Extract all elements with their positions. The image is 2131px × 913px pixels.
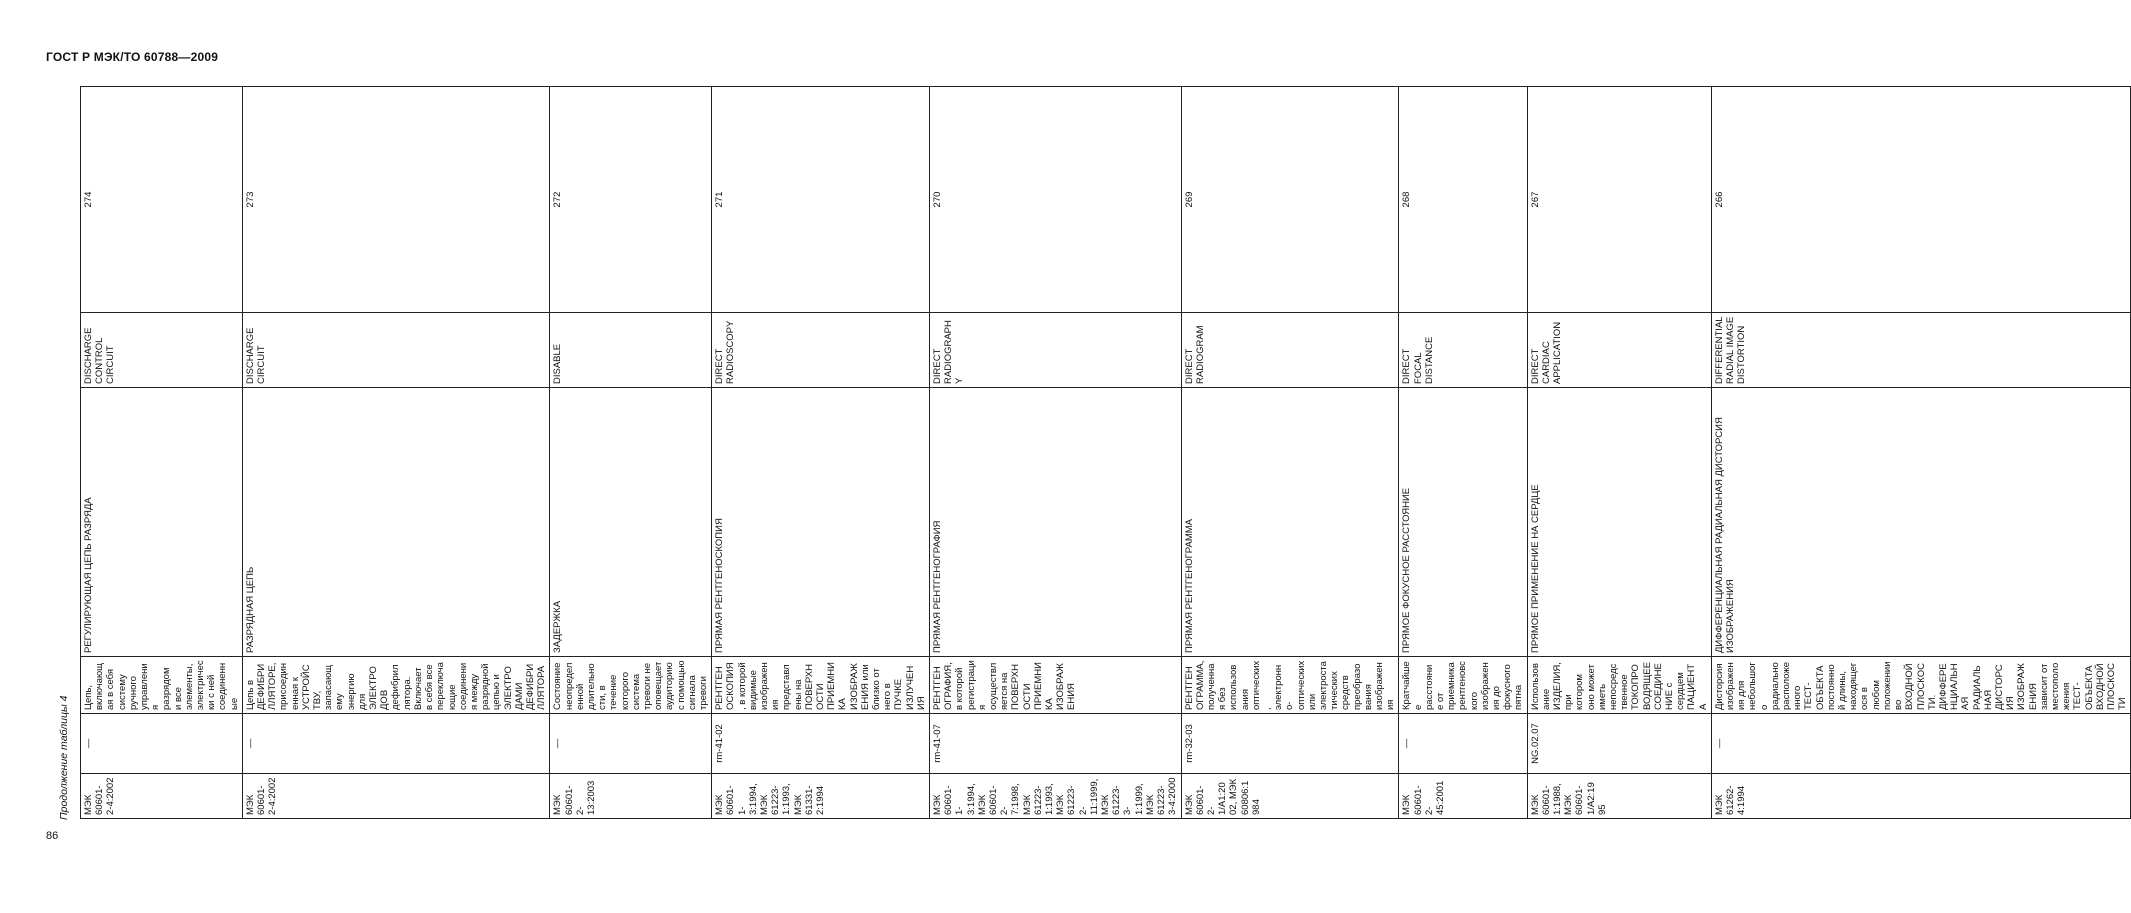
number-cell: 268 [1399,87,1527,313]
definition-cell: Использование ИЗДЕЛИЯ, при котором оно может иметь непосредственное ТОКОПРОВОДЯЩЕЕ СОЕДИНЕНИЕ с сердцем ПАЦИЕНТА [1527,657,1711,714]
document-header: ГОСТ Р МЭК/ТО 60788—2009 [46,50,219,64]
reference-cell: МЭК 60601-1-3:1994, МЭК 60601-2-7:1998, МЭК 61223-1:1993, МЭК 61223-2-11:1999, МЭК 61223-3-1:1999, МЭК 61223-3-4:2000 [930,774,1181,819]
terms-table [80,86,2131,819]
definition-cell: Цепь, включающая в себя систему ручного управления разрядом и все элементы, электрически с ней соединенные [81,657,243,714]
russian-term-cell: ПРЯМАЯ РЕНТГЕНОГРАММА [1181,388,1399,657]
number-cell: 269 [1181,87,1399,313]
english-term-cell: DIRECT FOCAL DISTANCE [1399,313,1527,388]
reference-cell: МЭК 60601-2-13:2003 [550,774,712,819]
english-term-cell: DISCHARGE CIRCUIT [242,313,549,388]
russian-term-cell: ПРЯМАЯ РЕНТГЕНОСКОПИЯ [712,388,930,657]
english-term-cell: DISABLE [550,313,712,388]
code-cell: — [1711,714,2131,774]
definition-cell: РЕНТГЕНОГРАММА, полученная без использования оптических, электронно-оптических или электростатических средств преобразования изображения [1181,657,1399,714]
table-row [81,87,243,819]
english-term-cell: DIRECT RADIOGRAM [1181,313,1399,388]
definition-cell: Состояние неопределенной длительности, в течение которого система тревоги не оповещает аудиторию с помощью сигнала тревоги [550,657,712,714]
definition-cell: РЕНТГЕНОСКОПИЯ, в которой видимые изображения представлены на ПОВЕРХНОСТИ ПРИЕМНИКА ИЗОБРАЖЕНИЯ или близко от него в ПУЧКЕ ИЗЛУЧЕНИЯ [712,657,930,714]
number-cell: 272 [550,87,712,313]
code-cell: — [81,714,243,774]
definition-cell: Кратчайшее расстояние от приемника рентгеновского изображения до фокусного пятна [1399,657,1527,714]
table-row [242,87,549,819]
reference-cell: МЭК 61262-4:1994 [1711,774,2131,819]
russian-term-cell: ПРЯМОЕ ФОКУСНОЕ РАССТОЯНИЕ [1399,388,1527,657]
table-caption: Продолжение таблицы 4 [58,695,70,820]
table-row [1527,87,1711,819]
code-cell: rm-41-02 [712,714,930,774]
definition-cell: Цепь в ДЕФИБРИЛЛЯТОРЕ, присоединенная к УСТРОЙСТВУ, запасающему энергию для ЭЛЕКТРОДОВ дефибриллятора. Включает в себя все переключающие соединения между разрядной цепью и ЭЛЕКТРОДАМИ ДЕФИБРИЛЛЯТОРА [242,657,549,714]
number-cell: 271 [712,87,930,313]
english-term-cell: DIRECT CARDIAC APPLICATION [1527,313,1711,388]
russian-term-cell: РАЗРЯДНАЯ ЦЕПЬ [242,388,549,657]
table-row [930,87,1181,819]
table-row [550,87,712,819]
table-container [80,87,2129,819]
table-row [1399,87,1527,819]
page-number: 86 [46,830,59,842]
russian-term-cell: ДИФФЕРЕНЦИАЛЬНАЯ РАДИАЛЬНАЯ ДИСТОРСИЯ ИЗОБРАЖЕНИЯ [1711,388,2131,657]
reference-cell: МЭК 60601-1:1988, МЭК 60601-1/A2:1995 [1527,774,1711,819]
code-cell: — [1399,714,1527,774]
reference-cell: МЭК 60601-2-4:2002 [242,774,549,819]
number-cell: 267 [1527,87,1711,313]
table-row [712,87,930,819]
code-cell: NG.02.07 [1527,714,1711,774]
russian-term-cell: ЗАДЕРЖКА [550,388,712,657]
reference-cell: МЭК 60601-2-4:2002 [81,774,243,819]
reference-cell: МЭК 60601-1-3:1994, МЭК 61223-1:1993, МЭК 61331-2:1994 [712,774,930,819]
russian-term-cell: ПРЯМАЯ РЕНТГЕНОГРАФИЯ [930,388,1181,657]
code-cell: rm-32-03 [1181,714,1399,774]
definition-cell: РЕНТГЕНОГРАФИЯ, в которой регистрация осуществляется на ПОВЕРХНОСТИ ПРИЕМНИКА ИЗОБРАЖЕНИЯ [930,657,1181,714]
number-cell: 270 [930,87,1181,313]
english-term-cell: DIRECT RADIOSCOPY [712,313,930,388]
russian-term-cell: РЕГУЛИРУЮЩАЯ ЦЕПЬ РАЗРЯДА [81,388,243,657]
number-cell: 274 [81,87,243,313]
table-row [1181,87,1399,819]
english-term-cell: DISCHARGE CONTROL CIRCUIT [81,313,243,388]
reference-cell: МЭК 60601-2-1/A1:2002, МЭК 60806:1984 [1181,774,1399,819]
code-cell: rm-41-07 [930,714,1181,774]
russian-term-cell: ПРЯМОЕ ПРИМЕНЕНИЕ НА СЕРДЦЕ [1527,388,1711,657]
table-row [1711,87,2131,819]
number-cell: 273 [242,87,549,313]
reference-cell: МЭК 60601-2-45:2001 [1399,774,1527,819]
code-cell: — [550,714,712,774]
code-cell: — [242,714,549,774]
english-term-cell: DIFFERENTIAL RADIAL IMAGE DISTORTION [1711,313,2131,388]
number-cell: 266 [1711,87,2131,313]
definition-cell: Дисторсия изображения для небольшого радиально расположенного ТЕСТ-ОБЪЕКТА постоянной длины, находящегося в любом положении во ВХОДНОЙ ПЛОСКОСТИ. ДИФФЕРЕНЦИАЛЬНАЯ РАДИАЛЬНАЯ ДИСТОРСИЯ ИЗОБРАЖЕНИЯ зависит от местоположения ТЕСТ-ОБЪЕКТА ВХОДНОЙ ПЛОСКОСТИ [1711,657,2131,714]
english-term-cell: DIRECT RADIOGRAPHY [930,313,1181,388]
